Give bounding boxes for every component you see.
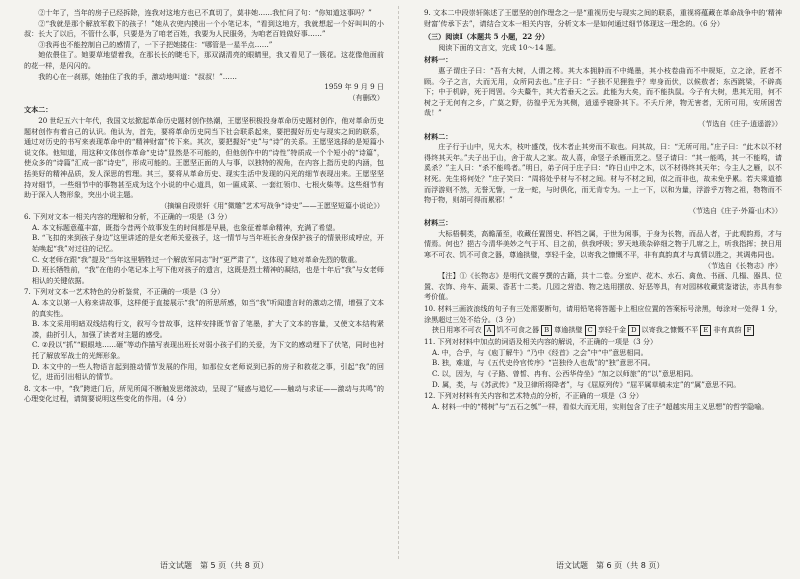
break-box-f[interactable]: F	[744, 325, 755, 336]
question-7-option-c: C. ②段以“抓”“眼眼地……砸”等动作描写表现出班长对弱小孩子们的关爱，为下文的感动埋下了伏笔，同时也衬托了解放军战士的光辉形象。	[32, 340, 384, 360]
page-footer-right: 语文试题 第 6 页（共 8 页）	[556, 561, 665, 570]
question-10: 10. 材料三画波浪线的句子有三处需要断句，请用铅笔将答题卡上相应位置的答案标号涂黑，每涂对一处得 1 分，涂黑超过三处不给分。（3 分）	[424, 304, 782, 324]
question-11-option-c: C. 以，因为，与《子路、曾皙、冉有、公西华侍坐》“加之以师旅”的“以”意思相同。	[432, 369, 698, 378]
material-3-source: （节选自《长物志》序）	[703, 260, 782, 270]
material-1-label: 材料一：	[424, 55, 453, 65]
segment-text: 非有真韵	[713, 325, 742, 335]
material-1-source: （节选自《庄子·逍遥游》）	[698, 118, 782, 128]
material-3-body: 大标梧桐类，高瞻蒲至，收藏任置图史、杯铛之属，于世为闲事，于身为长物，而品人者，于此观韵焉，才与情焉。何也？挹古今清华美妙之气于耳、目之前，供我呼吸；罗天地琐杂碎细之物于几席之上，听我指挥；挟日用寒不可衣、饥不可食之器，尊逾拱璧，享轻千金，以寄我之慷慨不平，非有真韵真才与真情以胜之，其调弗同也。	[424, 228, 782, 260]
material-2-label: 材料二：	[424, 131, 453, 141]
right-column	[424, 8, 782, 412]
left-column	[24, 8, 384, 405]
segment-text: 挟日用寒不可衣	[432, 325, 482, 335]
question-6-option-d: D. 班长牺牲前，“我”在他的小笔记本上写下他对孩子的遗言，这既是烈士精神的凝结，也是十年后“我”与女老师相认的关键依据。	[32, 265, 384, 285]
break-box-b[interactable]: B	[541, 325, 552, 336]
segment-text: 饥不可食之器	[496, 325, 540, 335]
segment-text: 享轻千金	[597, 325, 627, 335]
text2-body: 20 世纪五六十年代，我国文坛掀起革命历史题材创作热潮，王愿坚积极投身革命历史题材创作，他对革命历史题材创作有着自己的认识。他认为，首先，要将革命历史同当下社会联系起来，要把握好历史与现实之间的联系，通过对历史的书写来表现革命中的“精神财富”传下来。其次，要把握好“史”与“诗”的关系。王愿坚选择的是短篇小说文体。他知道，用这种文体创作革命“史诗”显然是不可能的，但他创作中的“诗性”特质成一个个短小的“诗篇”，使众多的“诗篇”汇成一部“诗史”，形成可能的。王愿坚正面的人与事，以独特的视角，在内容上指历史的内涵，包括美好的精神品质，发人深思的哲理。其三，要将从革命历史、现实生活中发现的闪光的细节表现出来。王愿坚坚持对细节，一些细节中的事物甚至成为这个小说的中心道具，如一匾成菜、一套红领巾、七根火柴等。这些细节有助于深入人物形象，突出小说主题。	[24, 115, 384, 200]
story-paragraph: ②十年了，当年的房子已经拆除，连我对这地方也已不真切了，莫非她……我忙问了句：“你知道这事吗？”	[38, 8, 372, 17]
question-7-option-b: B. 本文采用明暗双线结构行文，叙写今昔故事，这样安排既节省了笔墨，扩大了文本的容量，又使文本结构紧凑，曲折引人，加强了读者对主题的感受。	[32, 319, 384, 339]
question-6-option-c: C. 女老师在跟“我”提及“当年这里牺牲过一个解放军同志”时“更严肃了”，这体现了她对革命先烈的敬重。	[32, 254, 362, 264]
question-6-option-b: B. “飞扣的来到孩子身边”这里讲述的是女老师关爱孩子，这一情节与当年班长舍身保护孩子的情景形成呼应，开始唤起“我”对过往的记忆。	[32, 233, 384, 254]
material-2-source: （节选自《庄子·外篇·山木》）	[688, 205, 782, 215]
break-box-e[interactable]: E	[700, 325, 711, 336]
question-11-option-a: A. 中，合乎，与《庖丁解牛》“乃中《经首》之会”中“中”意思相同。	[432, 347, 648, 357]
segment-text: 尊逾拱璧	[554, 325, 583, 335]
segment-text: 以寄我之慷慨不平	[641, 325, 699, 335]
column-divider	[398, 6, 399, 559]
story-note: （有删改）	[348, 92, 384, 102]
question-7: 7. 下列对文本一艺术特色的分析鉴赏，不正确的一项是（3 分）	[24, 287, 225, 297]
break-box-d[interactable]: D	[628, 325, 639, 336]
material-2-body: 庄子行于山中，见大木，枝叶盛茂，伐木者止其旁而不取也。问其故，曰：“无所可用。”庄子曰：“此木以不材得终其天年。”夫子出于山，舍于故人之家。故人喜，命竖子杀雁而烹之。竖子请曰：“其一能鸣，其一不能鸣，请奚杀？”主人曰：“杀不能鸣者。”明日，弟子问于庄子曰：“昨日山中之木，以不材得终其天年；今主人之雁，以不材死。先生将何处？”庄子笑曰：“周将处乎材与不材之间。材与不材之间，似之而非也，故未免乎累。若夫乘道德而浮游则不然，无誉无訾，一龙一蛇，与时俱化，而无肯专为。一上一下，以和为量，浮游乎万物之祖，物物而不物于物，则胡可得而累邪！”	[424, 142, 782, 205]
material-3-label: 材料三：	[424, 218, 453, 228]
section-3-instruction: 阅读下面的文言文，完成 10～14 题。	[438, 42, 561, 52]
question-12-option-a: A. 材料一中的“樗树”与“五石之瓠”一样，看似大而无用，实则包含了庄子“超越实用主义思想”的哲学隐喻。	[432, 401, 769, 411]
question-9: 9. 文本二中段崇轩陈述了王愿坚的创作理念之一是“重视历史与现实之间的联系，重视将蕴藏在革命战争中的‘精神财富’传承下去”，请结合文本一相关内容，分析文本一是如何通过细节体现这一理念的。（6 分）	[424, 8, 782, 28]
story-paragraph: 她依偎住了。她要草地望着我，在那长长的睫毛下，那双湖清亮的眼睛里，我又看见了一簇花。这花像他面前的花一样，是闪闪的。	[24, 50, 384, 70]
question-11: 11. 下列对材料中加点的词语及相关内容的解说，不正确的一项是（3 分）	[424, 337, 658, 347]
question-8: 8. 文本一中，“我”跨进门后，所见所闻不断触发思绪波动，呈现了“疑惑与追忆——触动与求证——激动与共鸣”的心理变化过程，请简要说明这些变化的作用。（4 分）	[24, 383, 384, 404]
text2-source: （摘编自段崇轩《用“微雕”艺术写战争“诗史”——王愿坚短篇小说论》）	[160, 200, 384, 210]
story-paragraph: ②“我就是那个解放军救下的孩子！”她从衣兜内摸出一个小笔记本，“看到这地方，我就想起一个好叫叫的小叔：长大了以后，不管什么事，只要是为了咱老百姓，我要为人民服务，为咱老百姓做好事……”	[24, 18, 384, 39]
question-7-option-d: D. 本文中的一些人物语言起到推动情节发展的作用，如那位女老师说到已拆的房子和救花之事，引起“我”的回忆，进而引出相认的情节。	[32, 361, 384, 382]
story-paragraph: 我的心在一刹那，她抽住了我的手，激动地叫道：“叔叔！”……	[38, 71, 237, 81]
question-11-option-b: B. 独，难道，与《五代史伶官传序》“岂独伶人也哉”的“独”意思不同。	[432, 358, 655, 368]
story-date: 1959 年 9 月 9 日	[324, 82, 384, 92]
text2-label: 文本二：	[24, 105, 53, 115]
annotation-note: 【注】①《长物志》是明代文震亨撰的古籍，共十二卷。分室庐、花木、水石、禽鱼、书画、几榻、器具、位置、衣饰、舟车、蔬果、香茗十二类。几园之营造、物之选用摆放、好恶等具，有对园林收藏赏鉴诸法，亦具有参考价值。	[424, 271, 782, 302]
material-1-body: 惠子谓庄子曰：“吾有大树，人谓之樗。其大本拥肿而不中绳墨，其小枝卷曲而不中规矩，立之涂，匠者不顾。今子之言，大而无用，众所同去也。”庄子曰：“子独不见狸狌乎？卑身而伏，以候敖者；东西跳梁，不辟高下；中于机辟，死于罔罟。今夫斄牛，其大若垂天之云。此能为大矣，而不能执鼠。今子有大树，患其无用，何不树之于无何有之乡，广莫之野，彷徨乎无为其侧，逍遥乎寝卧其下。不夭斤斧，物无害者，无所可用，安所困苦哉！”	[424, 65, 782, 118]
question-6: 6. 下列对文本一相关内容的理解和分析，不正确的一项是（3 分）	[24, 212, 232, 222]
question-7-option-a: A. 本文以第一人称来讲故事，这样便于直接展示“我”的所思所感，如当“我”听闻遗言时的激动之情，增强了文本的真实性。	[32, 298, 384, 318]
question-12: 12. 下列对材料有关内容和艺术特点的分析，不正确的一项是（3 分）	[424, 391, 643, 401]
question-10-answer-boxes	[424, 325, 782, 336]
section-3-heading: （三）阅读Ⅰ（本题共 5 小题，22 分）	[424, 32, 549, 42]
break-box-a[interactable]: A	[484, 325, 495, 336]
break-box-c[interactable]: C	[585, 325, 596, 336]
story-paragraph: ③我再也不能控制自己的感情了，一下子把她搂住：“哪管是一星半点……”	[38, 39, 273, 49]
question-11-option-d: D. 属，类，与《苏武传》“及卫律所将降者”，与《屈原列传》“屈平属草稿未定”的“属”意思不同。	[432, 379, 741, 389]
page-footer-left: 语文试题 第 5 页（共 8 页）	[160, 561, 269, 570]
question-6-option-a: A. 本文标题意蕴丰富，既指今昔两个故事发生的时间都是早晨，也象征着革命精神，充满了希望。	[32, 222, 340, 232]
